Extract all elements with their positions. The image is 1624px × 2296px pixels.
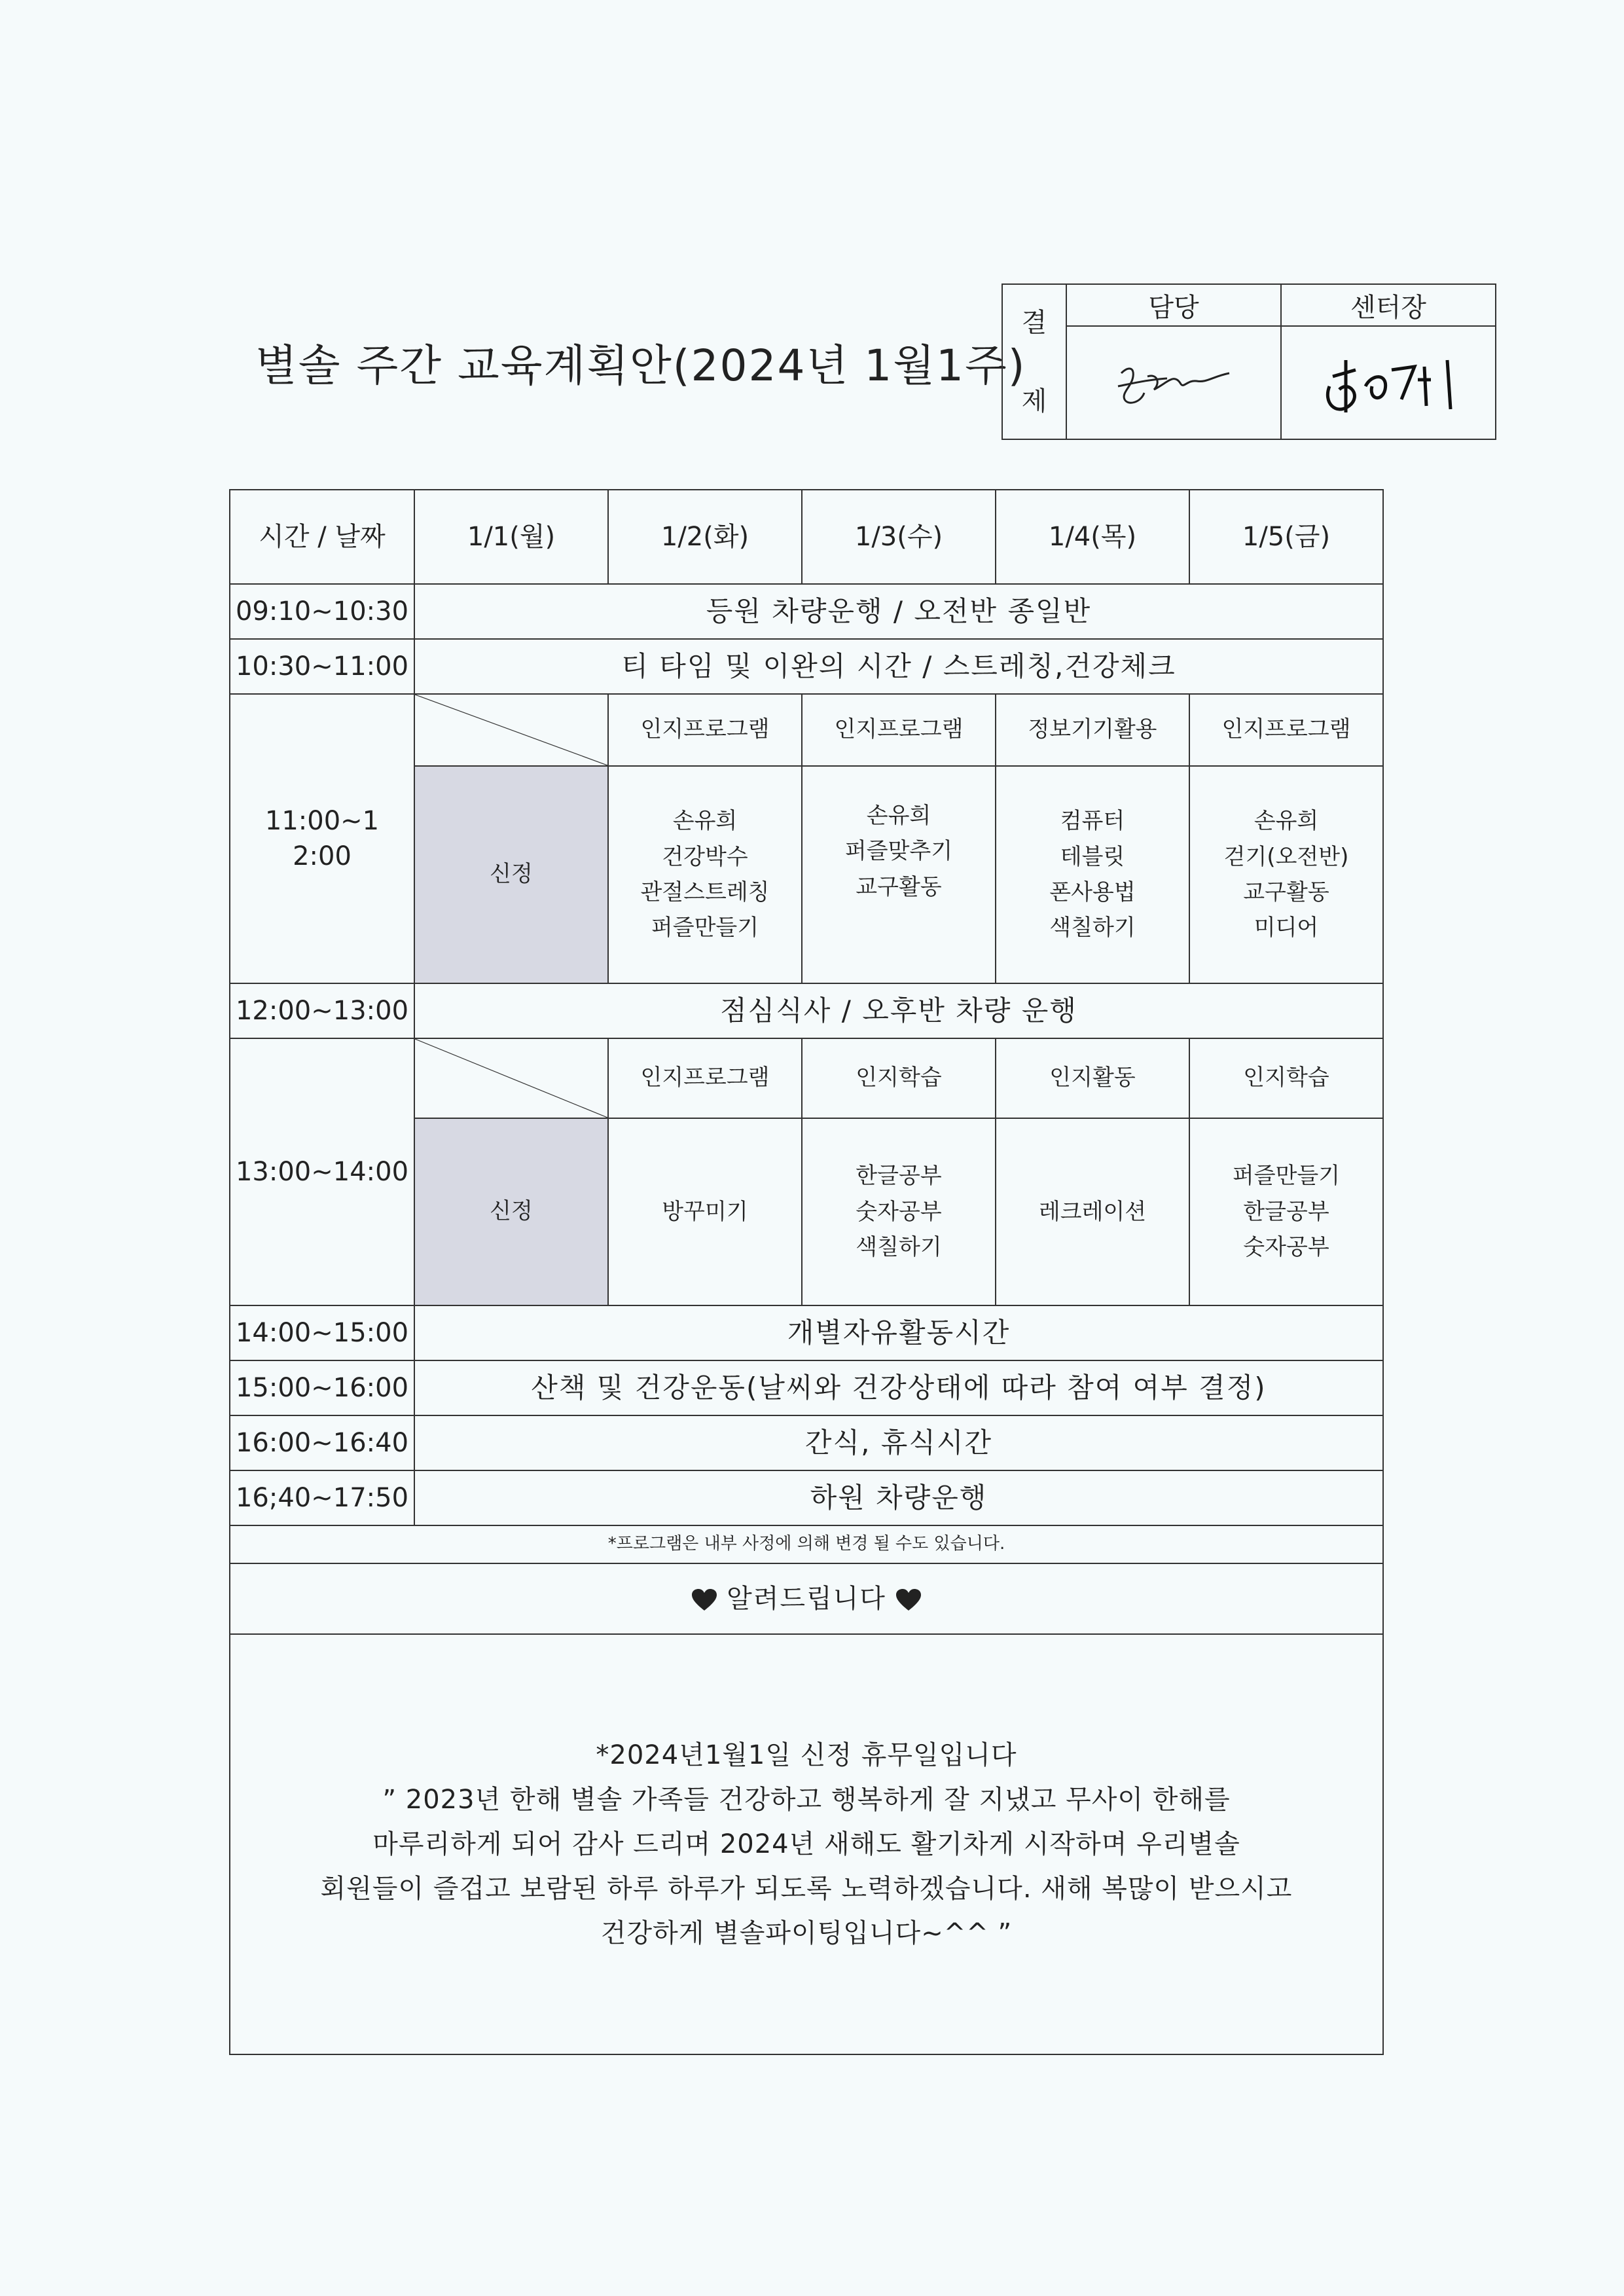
diagonal-cell (414, 694, 608, 766)
category-cell: 인지프로그램 (608, 694, 802, 766)
program-item: 숫자공부 (1243, 1234, 1329, 1261)
activity-cell: 티 타임 및 이완의 시간 / 스트레칭,건강체크 (414, 639, 1383, 694)
program-item: 색칠하기 (1049, 915, 1136, 941)
day-header: 1/5(금) (1189, 490, 1383, 584)
category-cell: 인지학습 (1189, 1038, 1383, 1118)
approval-manager-header: 담당 (1066, 284, 1281, 326)
day-header: 1/3(수) (802, 490, 996, 584)
notice-line: *2024년1월1일 신정 휴무일입니다 (596, 1740, 1017, 1770)
program-item: 손유희 (866, 803, 931, 829)
program-items-cell (996, 1118, 1189, 1305)
program-item: 레크레이션 (1038, 1198, 1147, 1225)
program-item: 퍼즐만들기 (651, 915, 759, 941)
time-cell: 10:30~11:00 (230, 639, 414, 694)
time-cell: 16:00~16:40 (230, 1415, 414, 1470)
program-items-cell (996, 766, 1189, 983)
program-items-cell (1189, 1118, 1383, 1305)
category-cell: 인지프로그램 (1189, 694, 1383, 766)
activity-cell: 하원 차량운행 (414, 1470, 1383, 1525)
table-header-row (230, 490, 1383, 584)
program-item: 관절스트레칭 (640, 879, 770, 905)
program-item: 한글공부 (856, 1163, 942, 1190)
activity-cell: 점심식사 / 오후반 차량 운행 (414, 983, 1383, 1038)
table-row (230, 1470, 1383, 1525)
corner-header: 시간 / 날짜 (230, 490, 414, 584)
manager-signature (1066, 326, 1281, 439)
program-item: 테블릿 (1060, 843, 1125, 870)
program-item: 미디어 (1254, 915, 1319, 941)
note-row (230, 1525, 1383, 1563)
diagonal-cell (414, 1038, 608, 1118)
program-item: 숫자공부 (856, 1198, 942, 1225)
program-item: 컴퓨터 (1060, 808, 1125, 835)
time-cell: 12:00~13:00 (230, 983, 414, 1038)
holiday-cell: 신정 (414, 1118, 608, 1305)
activity-cell: 등원 차량운행 / 오전반 종일반 (414, 584, 1383, 639)
director-signature (1281, 326, 1496, 439)
activity-cell: 간식, 휴식시간 (414, 1415, 1383, 1470)
table-row (230, 694, 1383, 766)
notice-line: ” 2023년 한해 별솔 가족들 건강하고 행복하게 잘 지냈고 무사이 한해를 (382, 1785, 1231, 1815)
program-item: 폰사용법 (1049, 879, 1136, 905)
notice-heading (230, 1563, 1383, 1634)
page-title: 별솔 주간 교육계획안(2024년 1월1주) (255, 340, 1026, 391)
program-item: 방꾸미기 (662, 1198, 748, 1225)
table-row (230, 1415, 1383, 1470)
program-items-cell (802, 766, 996, 983)
time-cell: 13:00~14:00 (230, 1038, 414, 1305)
category-cell: 정보기기활용 (996, 694, 1189, 766)
day-header: 1/4(목) (996, 490, 1189, 584)
program-items-cell (608, 1118, 802, 1305)
table-row (230, 1038, 1383, 1118)
time-line: 11:00~1 (264, 806, 380, 836)
category-cell: 인지프로그램 (608, 1038, 802, 1118)
time-cell (230, 694, 414, 983)
time-cell: 09:10~10:30 (230, 584, 414, 639)
approval-side-label-1: 결 (1021, 307, 1047, 338)
time-line: 2:00 (293, 841, 352, 871)
table-row (230, 1305, 1383, 1360)
weekly-plan-table (229, 489, 1384, 2055)
table-row (230, 584, 1383, 639)
day-header: 1/1(월) (414, 490, 608, 584)
time-cell: 16;40~17:50 (230, 1470, 414, 1525)
program-item: 교구활동 (1243, 879, 1329, 905)
table-row (230, 1360, 1383, 1415)
program-item: 건강박수 (662, 843, 748, 870)
category-cell: 인지학습 (802, 1038, 996, 1118)
program-item: 손유희 (1254, 808, 1319, 835)
program-item: 퍼즐만들기 (1232, 1163, 1341, 1190)
notice-body-row (230, 1634, 1383, 2054)
program-items-cell (1189, 766, 1383, 983)
notice-heading-text: 알려드립니다 (727, 1584, 886, 1614)
table-row (230, 983, 1383, 1038)
notice-line: 마루리하게 되어 감사 드리며 2024년 새해도 활기차게 시작하며 우리별솔 (372, 1829, 1240, 1859)
program-item: 교구활동 (856, 873, 942, 900)
approval-side-label-2: 제 (1021, 386, 1047, 416)
diagonal-line (415, 695, 607, 765)
time-cell: 14:00~15:00 (230, 1305, 414, 1360)
heart-icon (691, 1588, 717, 1612)
program-item: 색칠하기 (856, 1234, 942, 1261)
approval-box (1001, 283, 1496, 440)
category-cell: 인지프로그램 (802, 694, 996, 766)
notice-heading-row (230, 1563, 1383, 1634)
program-item: 퍼즐맞추기 (844, 838, 953, 865)
activity-cell: 개별자유활동시간 (414, 1305, 1383, 1360)
director-signature-mark (1310, 340, 1467, 426)
program-items-cell (802, 1118, 996, 1305)
change-notice: *프로그램은 내부 사정에 의해 변경 될 수도 있습니다. (230, 1525, 1383, 1563)
manager-signature-mark (1108, 347, 1239, 419)
notice-line: 회원들이 즐겁고 보람된 하루 하루가 되도록 노력하겠습니다. 새해 복많이 받으시고 (320, 1874, 1293, 1904)
table-row (230, 639, 1383, 694)
activity-cell: 산책 및 건강운동(날씨와 건강상태에 따라 참여 여부 결정) (414, 1360, 1383, 1415)
time-cell: 15:00~16:00 (230, 1360, 414, 1415)
notice-body (230, 1634, 1383, 2054)
notice-line: 건강하게 별솔파이팅입니다~^^ ” (600, 1918, 1013, 1948)
approval-side-label (1002, 284, 1066, 439)
diagonal-line (415, 1039, 607, 1118)
holiday-cell: 신정 (414, 766, 608, 983)
program-items-cell (608, 766, 802, 983)
program-item: 걷기(오전반) (1223, 843, 1349, 870)
program-item: 손유희 (672, 808, 738, 835)
day-header: 1/2(화) (608, 490, 802, 584)
approval-director-header: 센터장 (1281, 284, 1496, 326)
program-item: 한글공부 (1243, 1198, 1329, 1225)
category-cell: 인지활동 (996, 1038, 1189, 1118)
heart-icon (895, 1588, 922, 1612)
